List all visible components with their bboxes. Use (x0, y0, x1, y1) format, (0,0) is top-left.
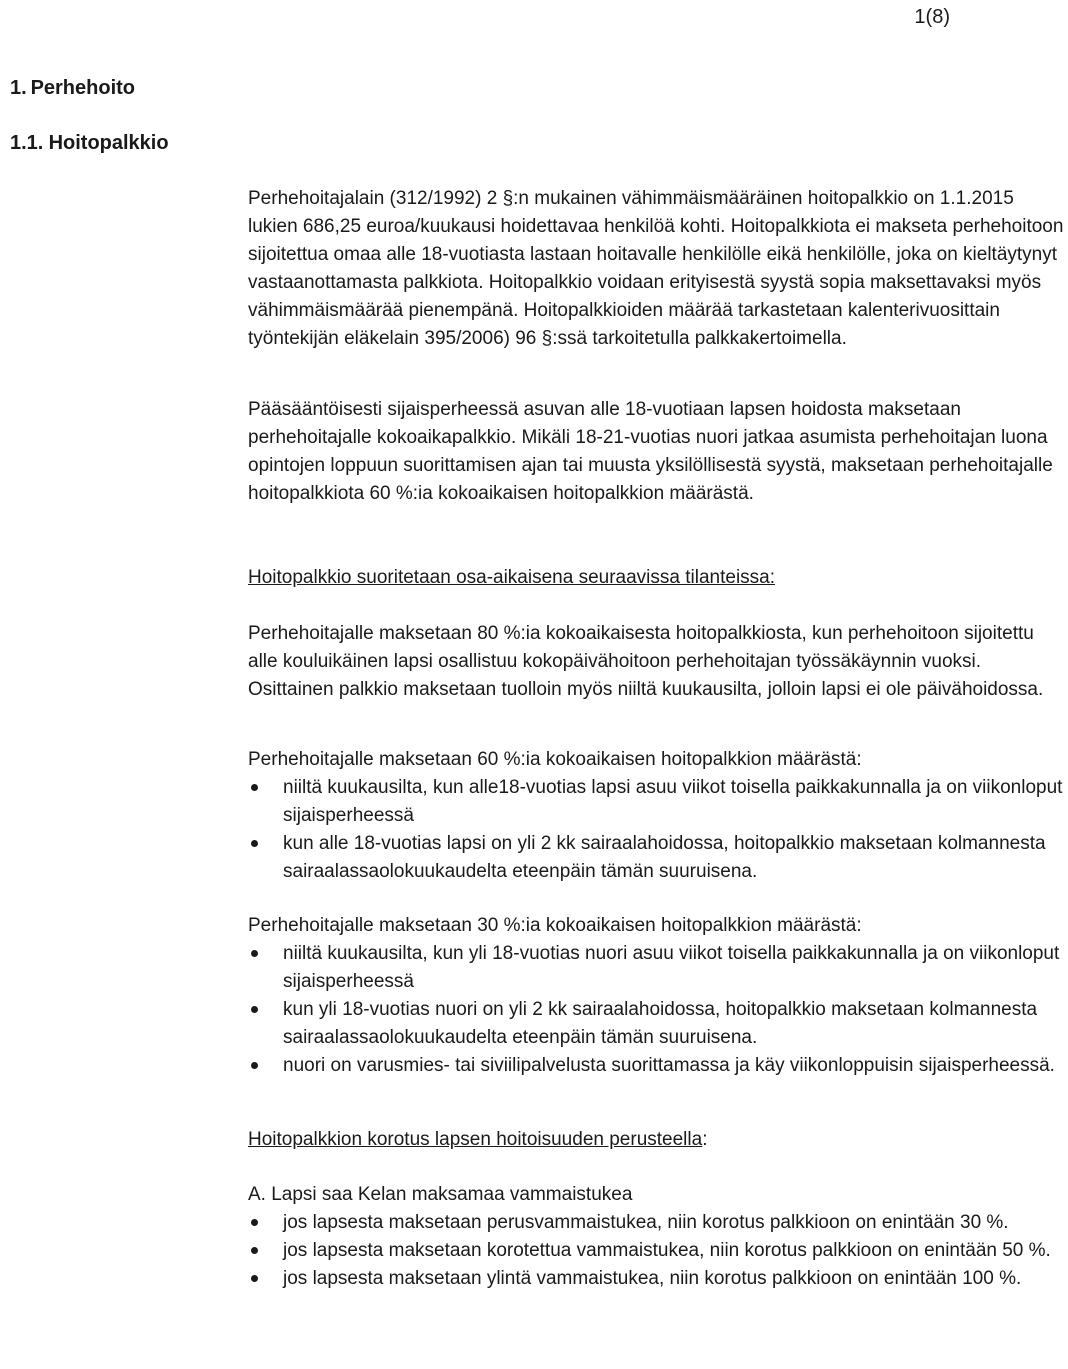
paragraph-60-percent-intro: Perhehoitajalle maksetaan 60 %:ia kokoaikaisen hoitopalkkion määrästä: (248, 749, 862, 770)
paragraph-80-percent: Perhehoitajalle maksetaan 80 %:ia kokoaikaisesta hoitopalkkiosta, kun perhehoitoon sijoitettu alle kouluikäinen lapsi osallistuu kokopäivähoitoon perhehoitajan työssäkäynnin vuoksi. Osittainen palkkio maksetaan tuolloin myös niiltä kuukausilta, jolloin lapsi ei ole päivähoidossa. (248, 623, 1044, 701)
list-item: niiltä kuukausilta, kun yli 18-vuotias nuori asuu viikot toisella paikkakunnalla ja on viikonloput sijaisperheessä (248, 940, 1068, 996)
bullet-list-60-percent (248, 774, 1068, 886)
subsection-number: 1.1. (10, 132, 44, 154)
list-item: jos lapsesta maksetaan perusvammaistukea, niin korotus palkkioon on enintään 30 %. (248, 1209, 1068, 1237)
subsection-heading (10, 129, 169, 157)
bullet-list-disability (248, 1209, 1068, 1293)
increase-heading-colon: : (702, 1129, 708, 1150)
list-item: jos lapsesta maksetaan ylintä vammaistukea, niin korotus palkkioon on enintään 100 %. (248, 1265, 1068, 1293)
paragraph-disability-intro: A. Lapsi saa Kelan maksamaa vammaistukea (248, 1184, 633, 1205)
subsection-title: Hoitopalkkio (48, 132, 169, 154)
paragraph-60-percent (248, 746, 1068, 886)
paragraph-disability-allowance (248, 1181, 1068, 1293)
page-number: 1(8) (914, 6, 950, 28)
section-number: 1. (10, 77, 27, 99)
paragraph-part-time-heading: Hoitopalkkio suoritetaan osa-aikaisena seuraavissa tilanteissa: (248, 567, 776, 588)
paragraph-30-percent-intro: Perhehoitajalle maksetaan 30 %:ia kokoaikaisen hoitopalkkion määrästä: (248, 915, 862, 936)
section-title: Perhehoito (30, 77, 136, 99)
list-item: niiltä kuukausilta, kun alle18-vuotias lapsi asuu viikot toisella paikkakunnalla ja on viikonloput sijaisperheessä (248, 774, 1068, 830)
section-heading (10, 74, 135, 102)
list-item: kun alle 18-vuotias lapsi on yli 2 kk sairaalahoidossa, hoitopalkkio maksetaan kolmannesta sairaalassaolokuukaudelta eteenpäin tämän suuruisena. (248, 830, 1068, 886)
paragraph-increase-heading (248, 1126, 1068, 1154)
bullet-list-30-percent (248, 940, 1068, 1080)
increase-heading-text: Hoitopalkkion korotus lapsen hoitoisuuden perusteella (248, 1129, 703, 1150)
list-item: jos lapsesta maksetaan korotettua vammaistukea, niin korotus palkkioon on enintään 50 %. (248, 1237, 1068, 1265)
paragraph-minimum-fee: Perhehoitajalain (312/1992) 2 §:n mukainen vähimmäismääräinen hoitopalkkio on 1.1.2015 lukien 686,25 euroa/kuukausi hoidettavaa henkilöä kohti. Hoitopalkkiota ei makseta perhehoitoon sijoitettua omaa alle 18-vuotiasta lastaan hoitavalle henkilölle eikä henkilölle, joka on kieltäytynyt vastaanottamasta palkkiota. Hoitopalkkio voidaan erityisestä syystä sopia maksettavaksi myös vähimmäismäärää pienempänä. Hoitopalkkioiden määrää tarkastetaan kalenterivuosittain työntekijän eläkelain 395/2006) 96 §:ssä tarkoitetulla palkkakertoimella. (248, 188, 1064, 350)
paragraph-30-percent (248, 912, 1068, 1081)
list-item: nuori on varusmies- tai siviilipalvelusta suorittamassa ja käy viikonloppuisin sijaisperheessä. (248, 1052, 1068, 1080)
list-item: kun yli 18-vuotias nuori on yli 2 kk sairaalahoidossa, hoitopalkkio maksetaan kolmannesta sairaalassaolokuukaudelta eteenpäin tämän suuruisena. (248, 996, 1068, 1052)
paragraph-full-time-fee: Pääsääntöisesti sijaisperheessä asuvan alle 18-vuotiaan lapsen hoidosta maksetaan perhehoitajalle kokoaikapalkkio. Mikäli 18-21-vuotias nuori jatkaa asumista perhehoitajan luona opintojen loppuun suorittamisen ajan tai muusta yksilöllisestä syystä, maksetaan perhehoitajalle hoitopalkkiota 60 %:ia kokoaikaisen hoitopalkkion määrästä. (248, 399, 1053, 505)
